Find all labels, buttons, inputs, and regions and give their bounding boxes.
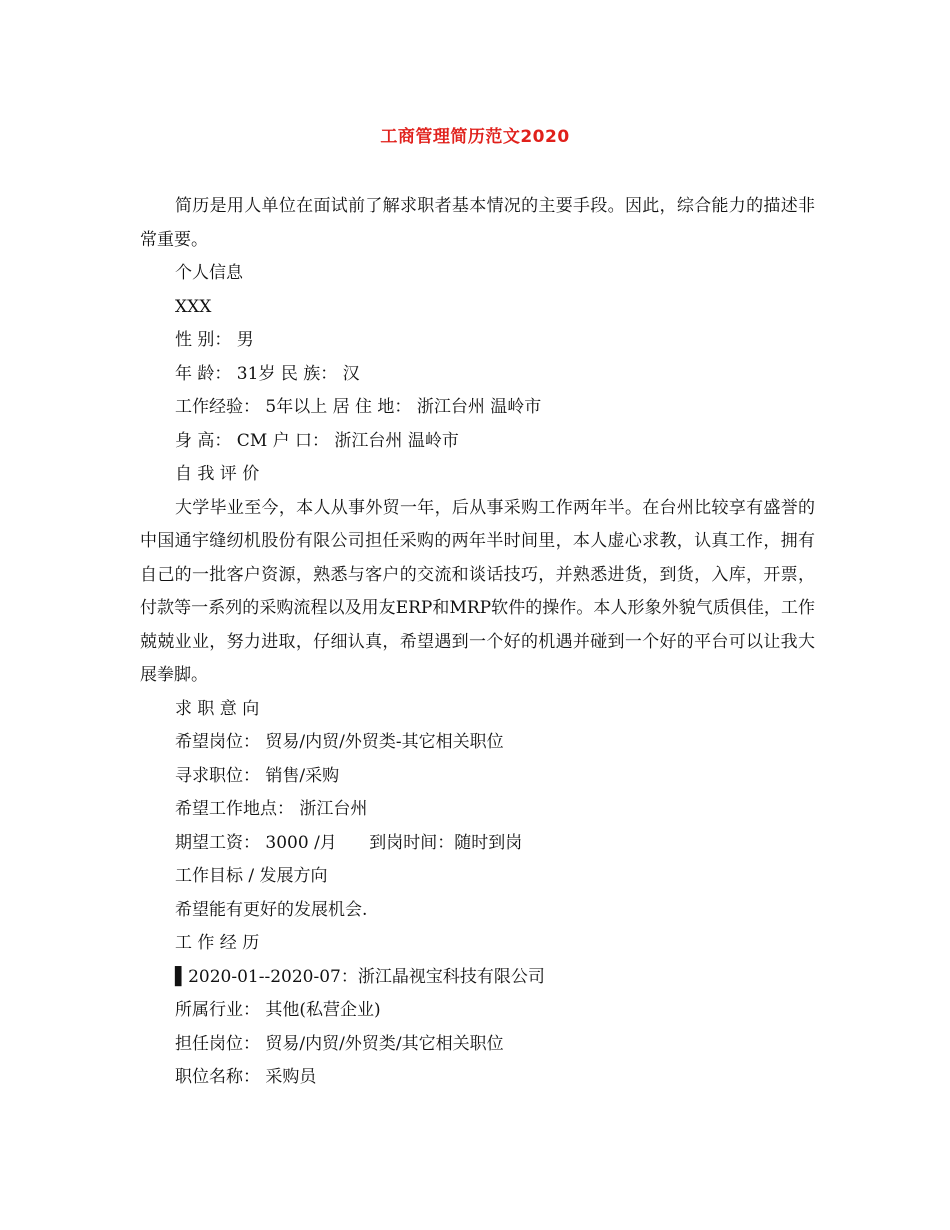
job-intent-heading: 求 职 意 向 bbox=[175, 698, 260, 719]
job-period-line: ▌2020-01--2020-07：浙江晶视宝科技有限公司 bbox=[175, 966, 545, 987]
experience-line: 工作经验： 5年以上 居 住 地： 浙江台州 温岭市 bbox=[175, 397, 542, 417]
self-evaluation-paragraph: 大学毕业至今，本人从事外贸一年，后从事采购工作两年半。在台州比较享有盛誉的中国通宇缝纫机股份有限公司担任采购的两年半时间里，本人虚心求教，认真工作，拥有自己的一批客户资源，熟悉与客户的交流和谈话技巧，并熟悉进货，到货，入库，开票，付款等一系列的采购流程以及用友ERP和MRP软件的操作。本人形象外貌气质俱佳，工作兢兢业业，努力进取，仔细认真，希望遇到一个好的机遇并碰到一个好的平台可以让我大展拳脚。 bbox=[140, 497, 815, 685]
industry-line: 所属行业： 其他(私营企业) bbox=[175, 1000, 381, 1020]
job-title-line: 职位名称： 采购员 bbox=[175, 1067, 317, 1087]
document-body bbox=[140, 190, 815, 1095]
height-line: 身 高： CM 户 口： 浙江台州 温岭市 bbox=[175, 430, 459, 451]
salary-line: 期望工资： 3000 /月 到岗时间：随时到岗 bbox=[175, 832, 523, 853]
gender-line: 性 别： 男 bbox=[175, 330, 254, 350]
document-title: 工商管理简历范文2020 bbox=[380, 127, 570, 147]
desired-post-line: 希望岗位： 贸易/内贸/外贸类-其它相关职位 bbox=[175, 732, 504, 752]
seek-post-line: 寻求职位： 销售/采购 bbox=[175, 765, 340, 786]
age-line: 年 龄： 31岁 民 族： 汉 bbox=[175, 363, 360, 384]
intro-paragraph: 简历是用人单位在面试前了解求职者基本情况的主要手段。因此，综合能力的描述非常重要。 bbox=[140, 196, 815, 250]
work-experience-heading: 工 作 经 历 bbox=[175, 933, 260, 953]
self-evaluation-heading: 自 我 评 价 bbox=[175, 464, 260, 484]
position-line: 担任岗位： 贸易/内贸/外贸类/其它相关职位 bbox=[175, 1033, 504, 1054]
goal-text: 希望能有更好的发展机会. bbox=[175, 899, 368, 920]
location-line: 希望工作地点： 浙江台州 bbox=[175, 799, 368, 819]
applicant-name: XXX bbox=[175, 296, 212, 317]
personal-info-heading: 个人信息 bbox=[175, 263, 243, 283]
goal-heading: 工作目标 / 发展方向 bbox=[175, 866, 328, 886]
